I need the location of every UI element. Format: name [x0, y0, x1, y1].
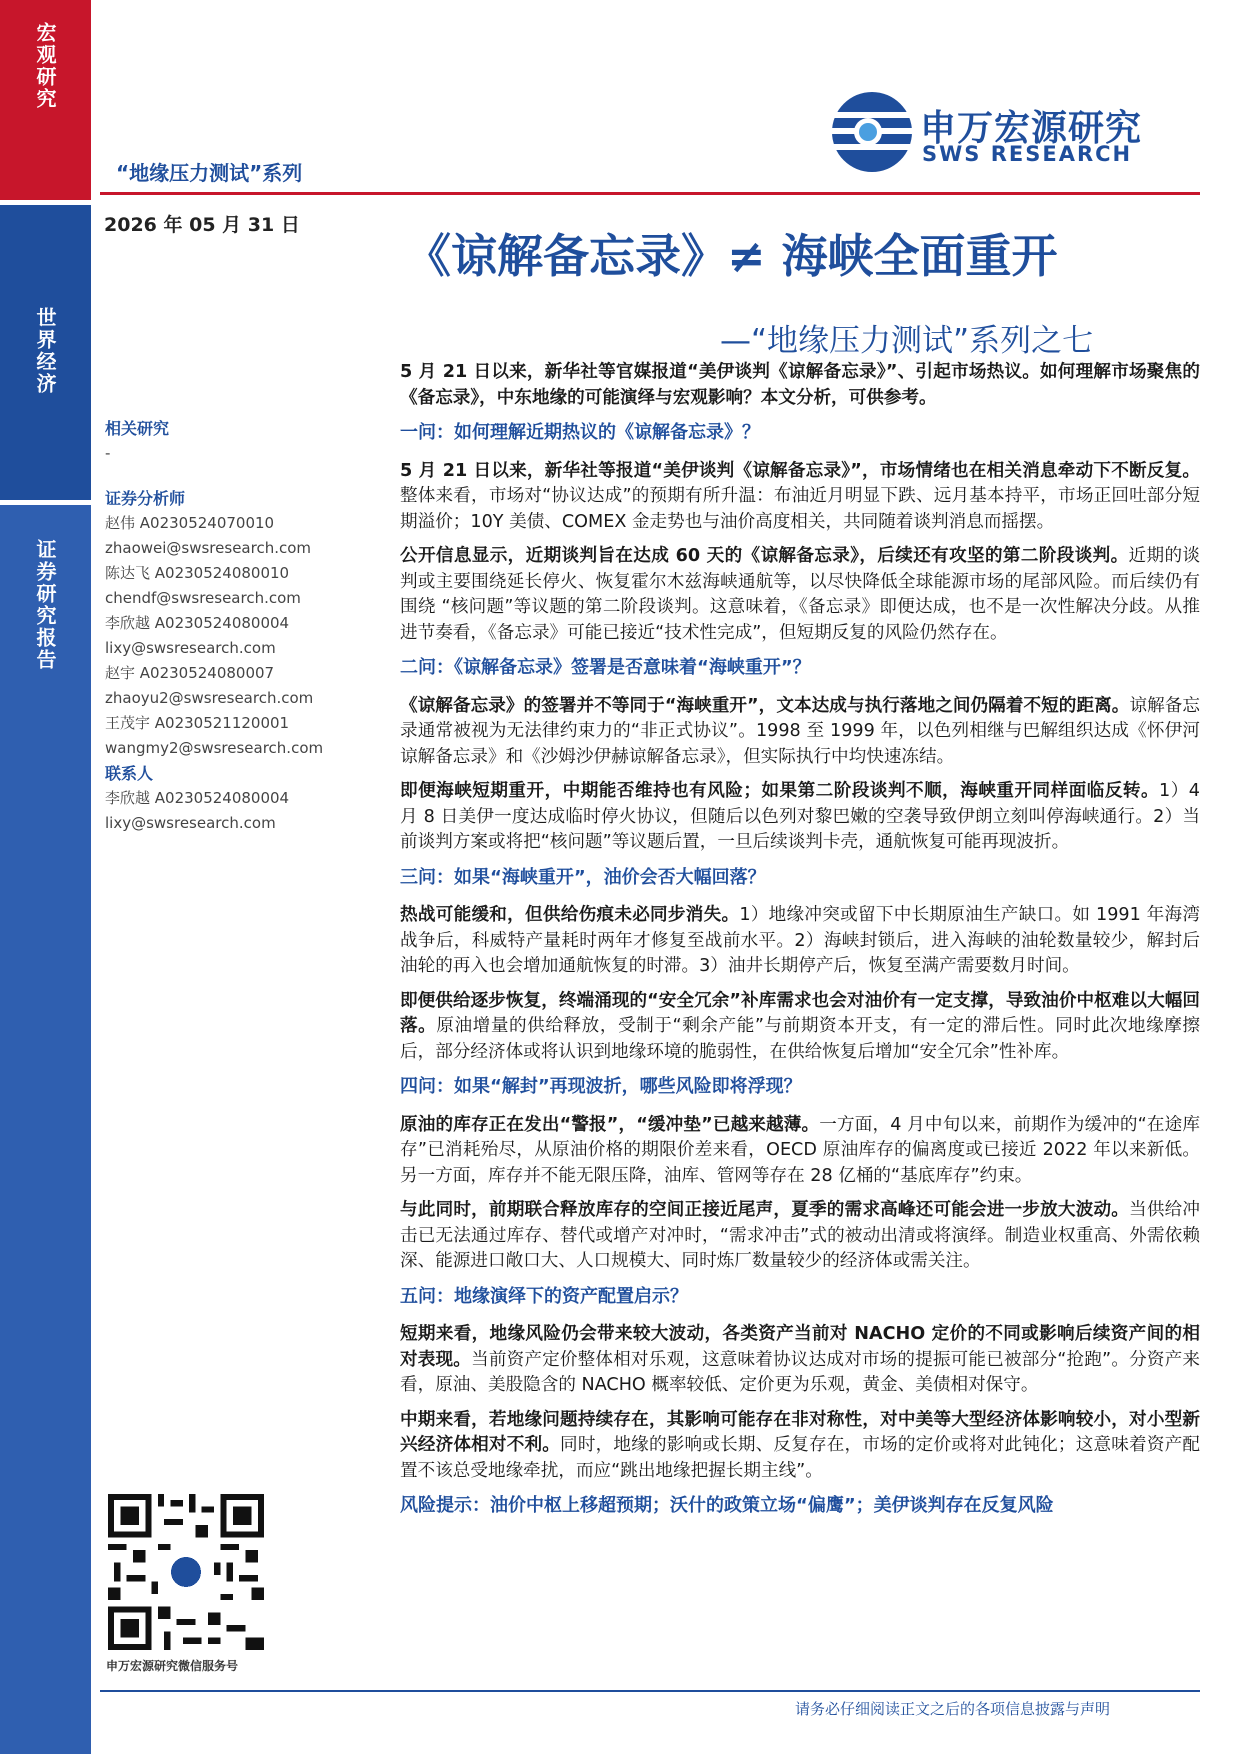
paragraph — [400, 544, 1200, 646]
sidebar-tab-label: 宏观研究 — [33, 22, 57, 110]
paragraph — [400, 1198, 1200, 1275]
report-subtitle: —“地缘压力测试”系列之七 — [720, 323, 1094, 359]
paragraph-lead: 5 月 21 日以来，新华社等报道“美伊谈判《谅解备忘录》”，市场情绪也在相关消息牵动下不断反复。 — [400, 460, 1200, 481]
contact-email[interactable]: lixy@swsresearch.com — [105, 814, 276, 832]
section-heading: 五问：地缘演绎下的资产配置启示？ — [400, 1285, 688, 1307]
paragraph — [400, 903, 1200, 980]
analyst-email[interactable]: lixy@swsresearch.com — [105, 639, 276, 657]
sidebar-tab-world-economy — [0, 205, 91, 500]
section-heading: 四问：如果“解封”再现波折，哪些风险即将浮现？ — [400, 1076, 802, 1097]
sidebar-tab-label: 世界经济 — [33, 307, 57, 395]
paragraph-lead: 原油的库存正在发出“警报”，“缓冲垫”已越来越薄。 — [400, 1114, 820, 1135]
analyst-name: 王茂宇 A0230521120001 — [105, 714, 290, 732]
paragraph-text: 当前资产定价整体相对乐观，这意味着协议达成对市场的提振可能已被部分“抢跑”。分资产来看，原油、美股隐含的 NACHO 概率较低、定价更为乐观，黄金、美债相对保守。 — [400, 1349, 1200, 1395]
paragraph — [400, 1322, 1200, 1399]
section-heading: 二问：《谅解备忘录》签署是否意味着“海峡重开”？ — [400, 657, 811, 678]
related-research-value: - — [105, 444, 111, 462]
report-body — [400, 360, 1200, 1519]
related-research-heading: 相关研究 — [105, 419, 170, 438]
analyst-name: 李欣越 A0230524080004 — [105, 614, 290, 632]
paragraph — [400, 1408, 1200, 1485]
sws-logo-icon — [830, 90, 914, 174]
series-title: “地缘压力测试”系列 — [116, 161, 303, 185]
logo-text-cn: 申万宏源研究 — [920, 108, 1143, 149]
paragraph-text: 原油增量的供给释放，受制于“剩余产能”与前期资本开支，有一定的滞后性。同时此次地缘摩擦后，部分经济体或将认识到地缘环境的脆弱性，在供给恢复后增加“安全冗余”性补库。 — [400, 1016, 1200, 1062]
contact-name: 李欣越 A0230524080004 — [105, 789, 290, 807]
analyst-email[interactable]: zhaowei@swsresearch.com — [105, 539, 312, 557]
analyst-email[interactable]: zhaoyu2@swsresearch.com — [105, 689, 314, 707]
footer-divider — [100, 1690, 1200, 1692]
paragraph-text: 1）4 月 8 日美伊一度达成临时停火协议，但随后以色列对黎巴嫩的空袭导致伊朗立刻叫停海峡通行。2）当前谈判方案或将把“核问题”等议题后置，一旦后续谈判卡壳，通航恢复可能再现波折。 — [400, 781, 1200, 852]
paragraph-text: 一方面，4 月中旬以来，前期作为缓冲的“在途库存”已消耗殆尽，从原油价格的期限价差来看，OECD 原油库存的偏离度或已接近 2022 年以来新低。另一方面，库存并不能无限压降，油库、管网等存在 28 亿桶的“基底库存”约束。 — [400, 1114, 1200, 1186]
section-heading: 三问：如果“海峡重开”，油价会否大幅回落？ — [400, 866, 766, 888]
sidebar-tab-macro — [0, 0, 91, 200]
paragraph — [400, 1113, 1200, 1190]
paragraph-lead: 短期来看，地缘风险仍会带来较大波动，各类资产当前对 NACHO 定价的不同或影响后续资产间的相对表现。 — [400, 1324, 1200, 1370]
analyst-name: 陈达飞 A0230524080010 — [105, 564, 290, 582]
risk-warning: 风险提示：油价中枢上移超预期；沃什的政策立场“偏鹰”；美伊谈判存在反复风险 — [400, 1495, 1054, 1516]
paragraph-text: 1）地缘冲突或留下中长期原油生产缺口。如 1991 年海湾战争后，科威特产量耗时两年才修复至战前水平。2）海峡封锁后，进入海峡的油轮数量较少，解封后油轮的再入也会增加通航恢复的时滞。3）油井长期停产后，恢复至满产需要数月时间。 — [400, 905, 1200, 976]
paragraph — [400, 989, 1200, 1066]
paragraph-lead: 即便海峡短期重开，中期能否维持也有风险；如果第二阶段谈判不顺，海峡重开同样面临反转。 — [400, 781, 1160, 801]
paragraph-lead: 《谅解备忘录》的签署并不等同于“海峡重开”，文本达成与执行落地之间仍隔着不短的距离。 — [400, 695, 1130, 716]
report-date: 2026 年 05 月 31 日 — [104, 214, 300, 236]
section-heading: 一问：如何理解近期热议的《谅解备忘录》？ — [400, 422, 760, 443]
paragraph-text: 近期的谈判或主要围绕延长停火、恢复霍尔木兹海峡通航等，以尽快降低全球能源市场的尾部风险。而后续仍有围绕 “核问题”等议题的第二阶段谈判。这意味着，《备忘录》即便达成，也不是一次性解决分歧。从推进节奏看，《备忘录》可能已接近“技术性完成”，但短期反复的风险仍然存在。 — [400, 546, 1200, 643]
analysts-heading: 证券分析师 — [105, 489, 186, 508]
analyst-email[interactable]: wangmy2@swsresearch.com — [105, 739, 324, 757]
qr-code-icon[interactable] — [108, 1494, 264, 1650]
paragraph — [400, 779, 1200, 856]
paragraph-lead: 热战可能缓和，但供给伤痕未必同步消失。 — [400, 905, 740, 925]
analyst-name: 赵宇 A0230524080007 — [105, 664, 275, 682]
logo-text-en: SWS RESEARCH — [922, 142, 1133, 166]
contact-heading: 联系人 — [105, 764, 154, 783]
paragraph-lead: 与此同时，前期联合释放库存的空间正接近尾声，夏季的需求高峰还可能会进一步放大波动。 — [400, 1200, 1130, 1220]
paragraph — [400, 694, 1200, 771]
paragraph-text: 整体来看，市场对“协议达成”的预期有所升温：布油近月明显下跌、远月基本持平，市场正回吐部分短期溢价；10Y 美债、COMEX 金走势也与油价高度相关，共同随着谈判消息而摇摆。 — [400, 486, 1200, 532]
paragraph-text: 谅解备忘录通常被视为无法律约束力的“非正式协议”。1998 至 1999 年，以色列相继与巴解组织达成《怀伊河谅解备忘录》和《沙姆沙伊赫谅解备忘录》，但实际执行中均快速冻结。 — [400, 695, 1200, 767]
paragraph-text: 同时，地缘的影响或长期、反复存在，市场的定价或将对此钝化；这意味着资产配置不该总受地缘牵扰，而应“跳出地缘把握长期主线”。 — [400, 1435, 1200, 1481]
paragraph — [400, 459, 1200, 536]
qr-caption: 申万宏源研究微信服务号 — [106, 1659, 239, 1673]
paragraph-text: 当供给冲击已无法通过库存、替代或增产对冲时，“需求冲击”式的被动出清或将演绎。制造业权重高、外需依赖深、能源进口敞口大、人口规模大、同时炼厂数量较少的经济体或需关注。 — [400, 1200, 1200, 1271]
paragraph-lead: 中期来看，若地缘问题持续存在，其影响可能存在非对称性，对中美等大型经济体影响较小，对小型新兴经济体相对不利。 — [400, 1409, 1200, 1455]
intro-paragraph: 5 月 21 日以来，新华社等官媒报道“美伊谈判《谅解备忘录》”、引起市场热议。如何理解市场聚焦的《备忘录》，中东地缘的可能演绎与宏观影响？本文分析，可供参考。 — [400, 362, 1200, 408]
sidebar-tab-research-report — [0, 505, 91, 1754]
paragraph-lead: 公开信息显示，近期谈判旨在达成 60 天的《谅解备忘录》，后续还有攻坚的第二阶段谈判。 — [400, 546, 1129, 566]
report-title: 《谅解备忘录》≠ 海峡全面重开 — [405, 229, 1058, 283]
header-divider — [100, 192, 1200, 195]
analyst-name: 赵伟 A0230524070010 — [105, 514, 275, 532]
analyst-email[interactable]: chendf@swsresearch.com — [105, 589, 301, 607]
paragraph-lead: 即便供给逐步恢复，终端涌现的“安全冗余”补库需求也会对油价有一定支撑，导致油价中枢难以大幅回落。 — [400, 990, 1200, 1036]
sidebar-tab-label: 证券研究报告 — [33, 539, 57, 671]
footer-disclaimer: 请务必仔细阅读正文之后的各项信息披露与声明 — [795, 1700, 1111, 1718]
left-info-column — [105, 416, 355, 836]
